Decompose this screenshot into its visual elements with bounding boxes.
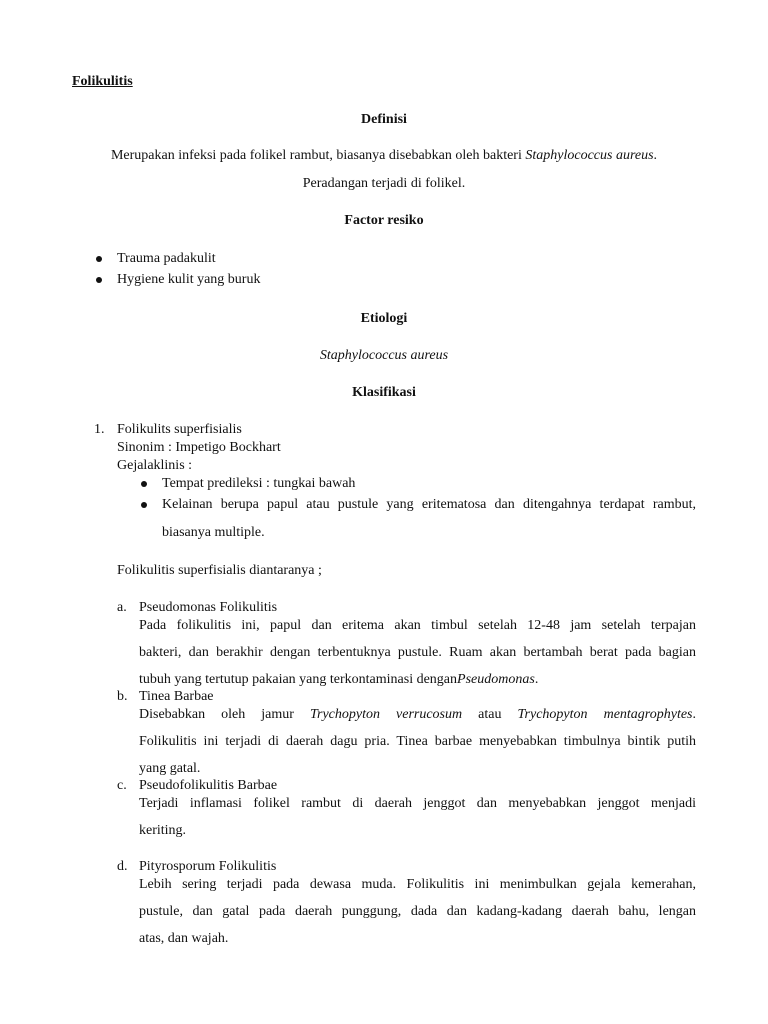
definisi-heading: Definisi <box>361 112 407 127</box>
definisi-suffix: . <box>653 148 658 163</box>
sub-a-line-2: bakteri, dan berakhir dengan terbentuknya pustule. Ruam akan bertambah berat pada bagian <box>139 645 696 660</box>
sub-d-line-2: pustule, dan gatal pada daerah punggung, dada dan kadang-kadang daerah bahu, lengan <box>139 904 696 919</box>
bullet-icon <box>141 502 147 508</box>
superfisialis-intro: Folikulitis superfisialis diantaranya ; <box>117 563 322 578</box>
sub-b-line-2: Folikulitis ini terjadi di daerah dagu pria. Tinea barbae menyebabkan timbulnya bintik putih <box>139 734 696 749</box>
sub-d-title: Pityrosporum Folikulitis <box>139 859 277 874</box>
item1-title: Folikulits superfisialis <box>117 422 242 437</box>
definisi-italic: Staphylococcus aureus <box>525 148 654 163</box>
sub-d-line-3: atas, dan wajah. <box>139 931 229 946</box>
etiologi-heading: Etiologi <box>360 311 408 326</box>
gejala-item: Tempat predileksi : tungkai bawah <box>162 476 356 491</box>
sub-a-suffix: . <box>534 672 539 687</box>
sub-b-mid: atau <box>462 707 518 722</box>
klasifikasi-heading: Klasifikasi <box>352 385 416 400</box>
etiologi-text: Staphylococcus aureus <box>319 348 449 363</box>
sub-c-line-2: keriting. <box>139 823 187 838</box>
factor-item: Hygiene kulit yang buruk <box>117 272 261 287</box>
sub-c-title: Pseudofolikulitis Barbae <box>139 778 278 793</box>
sub-letter: b. <box>117 689 128 704</box>
sub-b-line-3: yang gatal. <box>139 761 201 776</box>
sub-a-title: Pseudomonas Folikulitis <box>139 600 278 615</box>
sub-b-line-1 <box>139 707 696 723</box>
sub-letter: a. <box>117 600 127 615</box>
factor-item: Trauma padakulit <box>117 251 216 266</box>
sub-a-line-3 <box>139 672 538 688</box>
item1-gejala: Gejalaklinis : <box>117 458 193 473</box>
item1-sinonim: Sinonim : Impetigo Bockhart <box>117 440 281 455</box>
page-title: Folikulitis <box>72 74 133 89</box>
list-number: 1. <box>94 422 105 437</box>
definisi-text: Merupakan infeksi pada folikel rambut, biasanya disebabkan oleh bakteri <box>110 148 526 163</box>
sub-c-line-1: Terjadi inflamasi folikel rambut di daerah jenggot dan menyebabkan jenggot menjadi <box>139 796 696 811</box>
bullet-icon <box>96 277 102 283</box>
sub-b-title: Tinea Barbae <box>139 689 214 704</box>
sub-letter: d. <box>117 859 128 874</box>
factor-heading: Factor resiko <box>344 213 424 228</box>
gejala-item: Kelainan berupa papul atau pustule yang eritematosa dan ditengahnya terdapat rambut, <box>162 497 696 512</box>
sub-b-text: Disebabkan oleh jamur <box>139 707 310 722</box>
bullet-icon <box>141 481 147 487</box>
gejala-item-continued: biasanya multiple. <box>162 525 265 540</box>
sub-d-line-1: Lebih sering terjadi pada dewasa muda. Folikulitis ini menimbulkan gejala kemerahan, <box>139 877 696 892</box>
sub-letter: c. <box>117 778 127 793</box>
sub-a-text: tubuh yang tertutup pakaian yang terkontaminasi dengan <box>139 672 458 687</box>
definisi-line-2: Peradangan terjadi di folikel. <box>302 176 466 191</box>
sub-b-suffix: . <box>692 707 696 722</box>
sub-a-italic: Pseudomonas <box>457 672 535 687</box>
sub-b-italic-2: Trychopyton mentagrophytes <box>517 707 693 722</box>
sub-b-italic-1: Trychopyton verrucosum <box>309 707 463 722</box>
definisi-line-1 <box>0 148 768 164</box>
sub-a-line-1: Pada folikulitis ini, papul dan eritema akan timbul setelah 12-48 jam setelah terpajan <box>139 618 696 633</box>
bullet-icon <box>96 256 102 262</box>
